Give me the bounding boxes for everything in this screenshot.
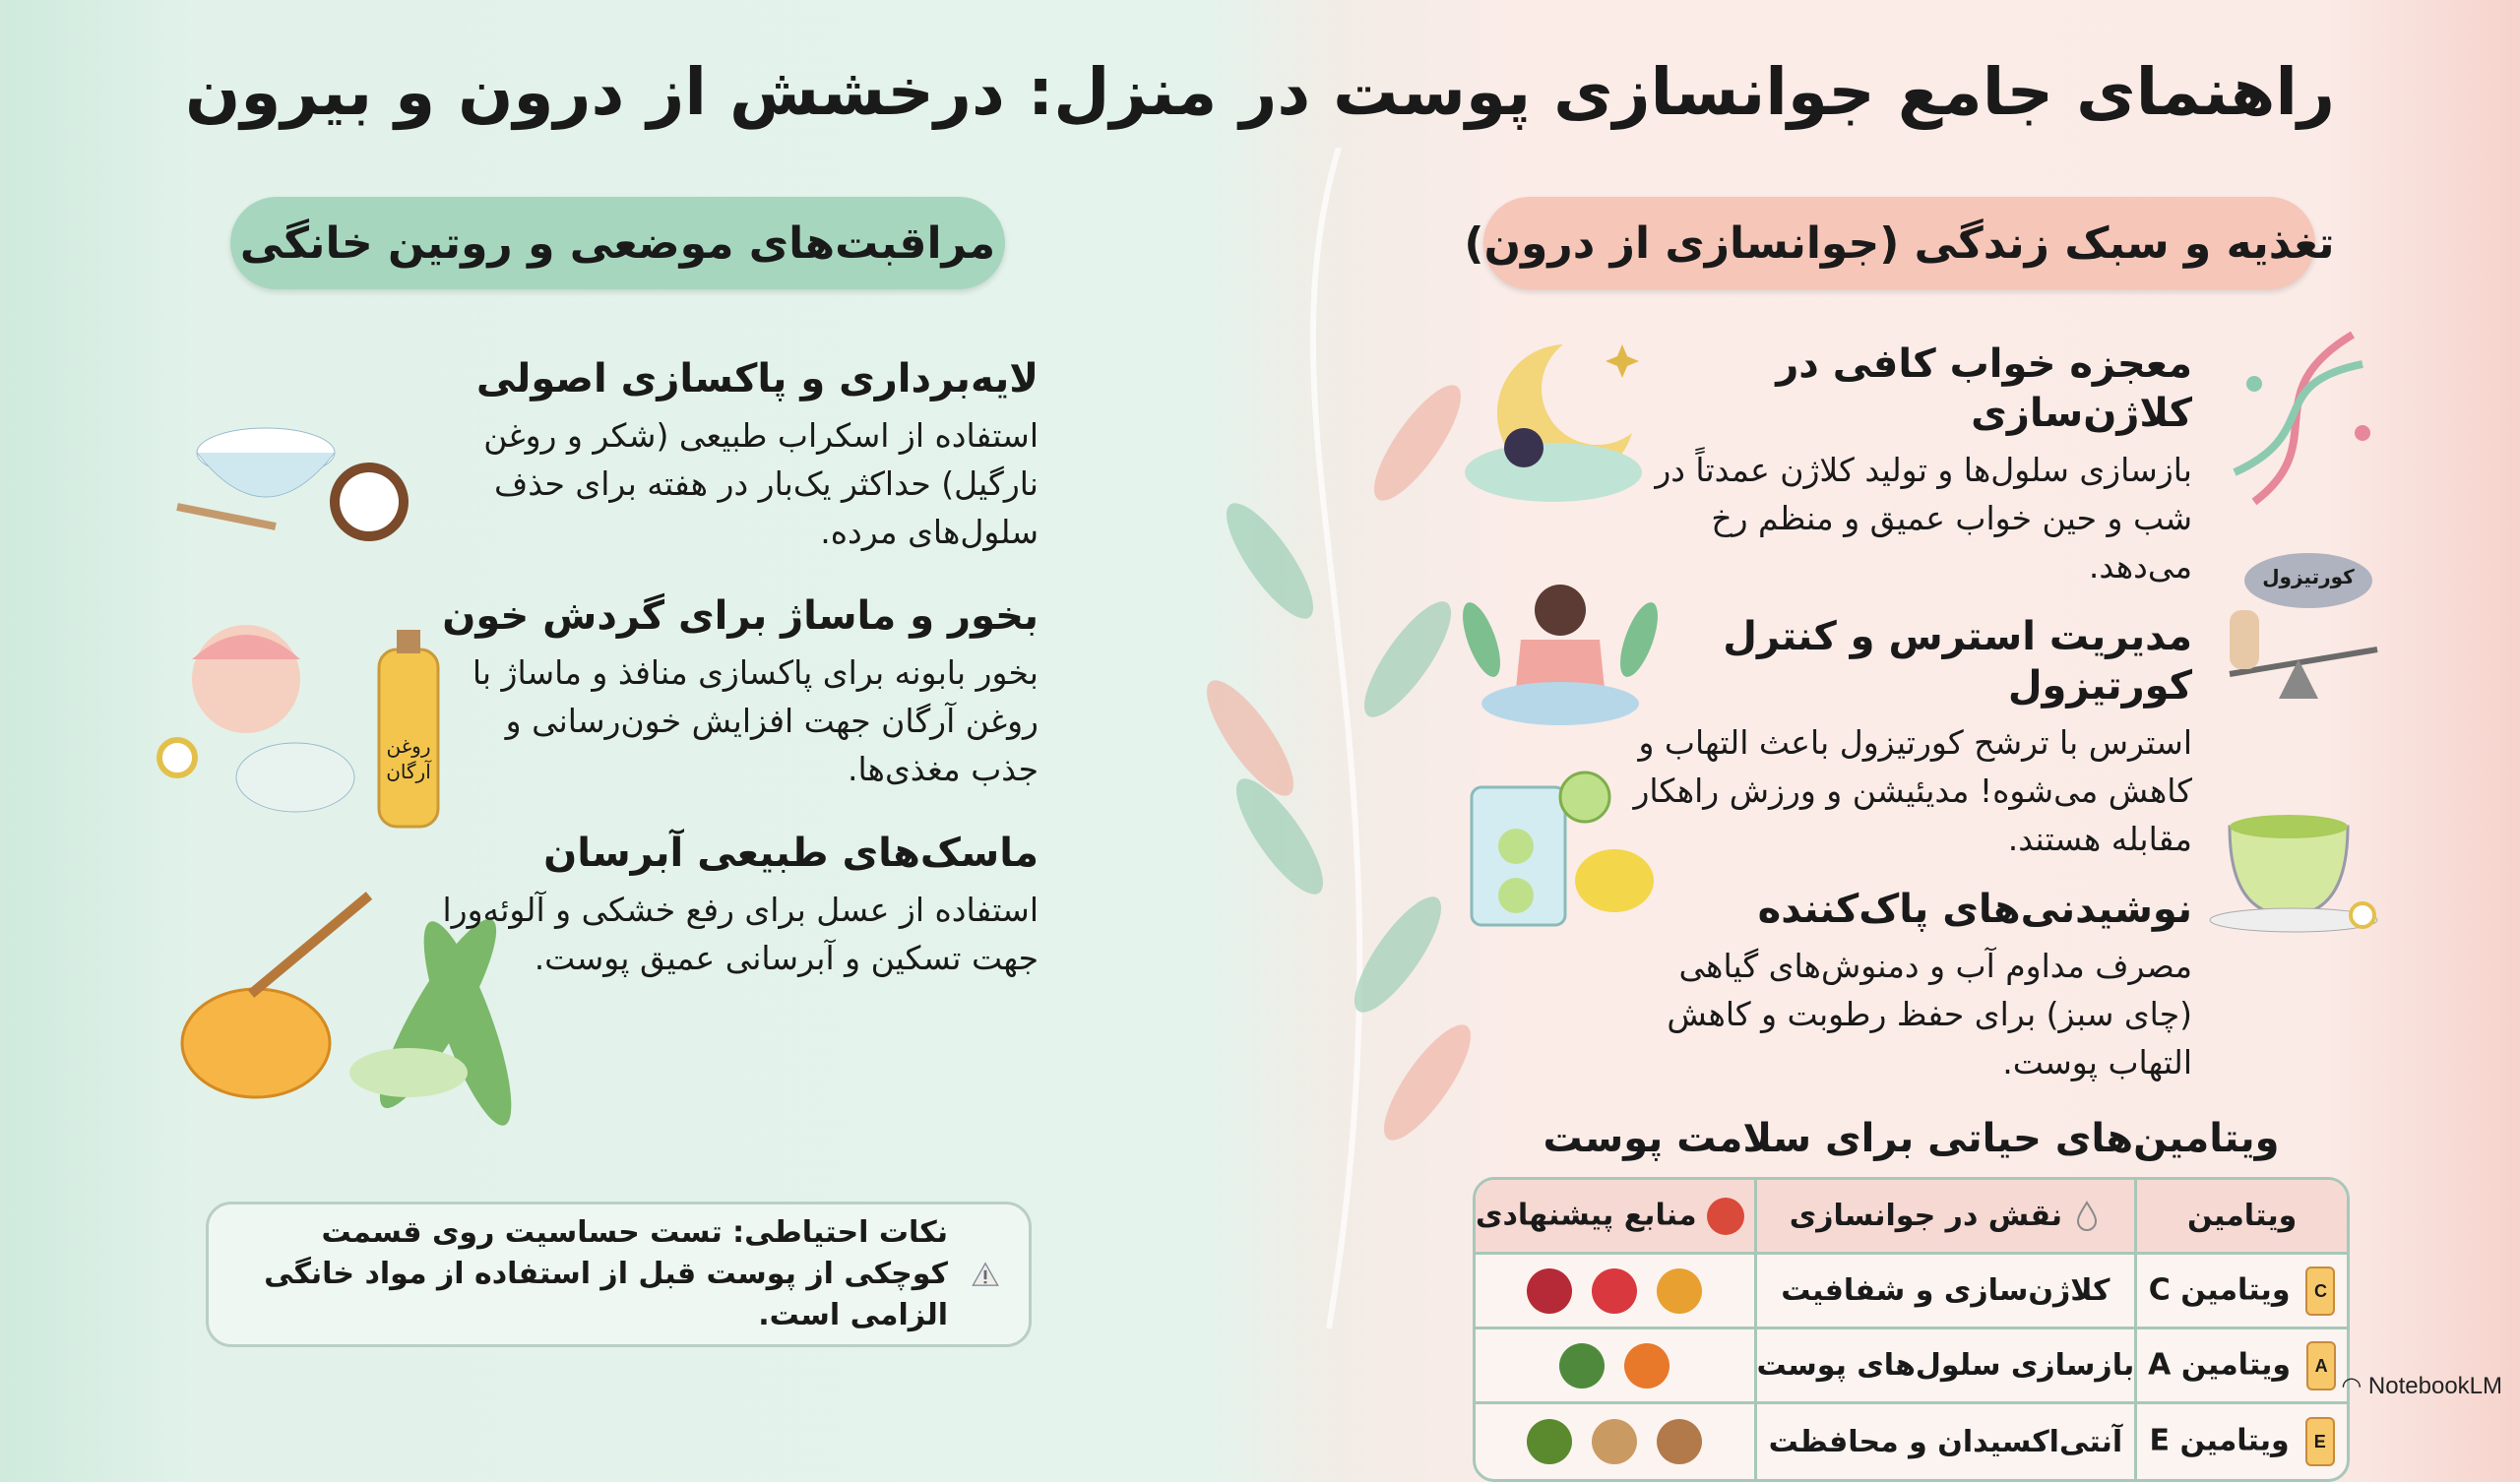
right-item-stress [1626, 612, 2192, 863]
scrub-bowl-coconut-icon [167, 394, 413, 551]
item-title: نوشیدنی‌های پاک‌کننده [1757, 887, 2192, 932]
header-vitamin: ویتامین [2134, 1180, 2347, 1255]
vitamin-bottle-icon: C [2305, 1266, 2335, 1316]
item-title: لایه‌برداری و پاکسازی اصولی [475, 356, 1039, 401]
skin-drop-icon [2072, 1200, 2102, 1233]
fruit-bowl-icon [1707, 1198, 1744, 1235]
vitamin-cell [2134, 1404, 2347, 1479]
face-steam-oil-icon [148, 610, 443, 836]
right-section-heading: تغذیه و سبک زندگی (جوانسازی از درون) [1483, 197, 2315, 289]
role-cell: آنتی‌اکسیدان و محافظت [1754, 1404, 2135, 1479]
food-source-icon [1657, 1419, 1702, 1464]
role-cell: بازسازی سلول‌های پوست [1754, 1329, 2135, 1404]
table-row [1476, 1255, 2347, 1329]
left-item-exfoliation [438, 354, 1039, 556]
vitamins-table [1473, 1177, 2350, 1482]
cortisol-cloud-label: کورتیزول [2262, 565, 2355, 588]
vitamin-name: ویتامین C [2148, 1272, 2291, 1307]
page-title: راهنمای جامع جوانسازی پوست در منزل: درخشش از درون و بیرون [185, 54, 2335, 130]
table-row [1476, 1404, 2347, 1479]
header-sources-label: منابع پیشنهادی [1476, 1198, 1697, 1232]
sources-cell [1476, 1329, 1754, 1404]
vitamin-cell [2134, 1329, 2347, 1404]
item-body: استرس با ترشح کورتیزول باعث التهاب و کاهش می‌شوه! مدیئیشن و ورزش راهکار مقابله هستند. [1633, 723, 2192, 858]
left-item-steam-massage [438, 591, 1039, 793]
item-body: استفاده از اسکراب طبیعی (شکر و روغن نارگیل) حداکثر یک‌بار در هفته برای حذف سلول‌های مرده. [483, 416, 1039, 551]
left-items-column [438, 354, 1039, 982]
item-body: استفاده از عسل برای رفع خشکی و آلوئه‌ورا جهت تسکین و آبرسانی عمیق پوست. [442, 891, 1039, 977]
item-body: بازسازی سلول‌ها و تولید کلاژن عمدتاً در شب و حین خواب عمیق و منظم رخ می‌دهد. [1655, 451, 2192, 586]
item-title: معجزه خواب کافی در کلاژن‌سازی [1776, 341, 2192, 436]
header-role-label: نقش در جوانسازی [1789, 1198, 2063, 1233]
brand-label: NotebookLM [2367, 1373, 2502, 1399]
vitamin-cell [2134, 1255, 2347, 1329]
left-section-heading: مراقبت‌های موضعی و روتین خانگی [230, 197, 1005, 289]
argan-bottle-label: روغن آرگان [386, 734, 431, 783]
notebooklm-logo-icon: ◠ [2341, 1373, 2368, 1399]
vitamins-title: ویتامین‌های حیاتی برای سلامت پوست [1543, 1116, 2280, 1161]
food-source-icon [1559, 1343, 1605, 1389]
left-item-masks [438, 829, 1039, 982]
food-source-icon [1592, 1268, 1637, 1314]
vitamin-name: ویتامین A [2148, 1347, 2292, 1382]
caution-text: نکات احتیاطی: تست حساسیت روی قسمت کوچکی از پوست قبل از استفاده از مواد خانگی الزامی است. [264, 1215, 948, 1332]
notebooklm-brand [2341, 1372, 2502, 1400]
sources-cell [1476, 1404, 1754, 1479]
item-title: مدیریت استرس و کنترل کورتیزول [1723, 614, 2192, 709]
vitamin-bottle-icon: E [2305, 1417, 2335, 1466]
caution-box [206, 1202, 1032, 1347]
item-title: بخور و ماساژ برای گردش خون [442, 593, 1039, 639]
warning-icon [972, 1248, 999, 1301]
item-body: مصرف مداوم آب و دمنوش‌های گیاهی (چای سبز) برای حفظ رطوبت و کاهش التهاب پوست. [1667, 947, 2192, 1081]
food-source-icon [1592, 1419, 1637, 1464]
header-role [1754, 1180, 2135, 1255]
vitamin-bottle-icon: A [2306, 1341, 2336, 1390]
item-title: ماسک‌های طبیعی آبرسان [543, 831, 1039, 876]
food-source-icon [1527, 1268, 1572, 1314]
item-body: بخور بابونه برای پاکسازی منافذ و ماساژ با روغن آرگان جهت افزایش خون‌رسانی و جذب مغذی‌ها. [472, 653, 1039, 788]
role-cell: کلاژن‌سازی و شفافیت [1754, 1255, 2135, 1329]
header-sources [1476, 1180, 1754, 1255]
vitamin-name: ویتامین E [2149, 1423, 2290, 1458]
food-source-icon [1624, 1343, 1670, 1389]
right-item-drinks [1626, 885, 2192, 1086]
sources-cell [1476, 1255, 1754, 1329]
right-item-sleep [1626, 340, 2192, 590]
right-items-column [1473, 340, 2350, 1482]
table-row [1476, 1329, 2347, 1404]
food-source-icon [1657, 1268, 1702, 1314]
food-source-icon [1527, 1419, 1572, 1464]
table-header-row [1476, 1180, 2347, 1255]
